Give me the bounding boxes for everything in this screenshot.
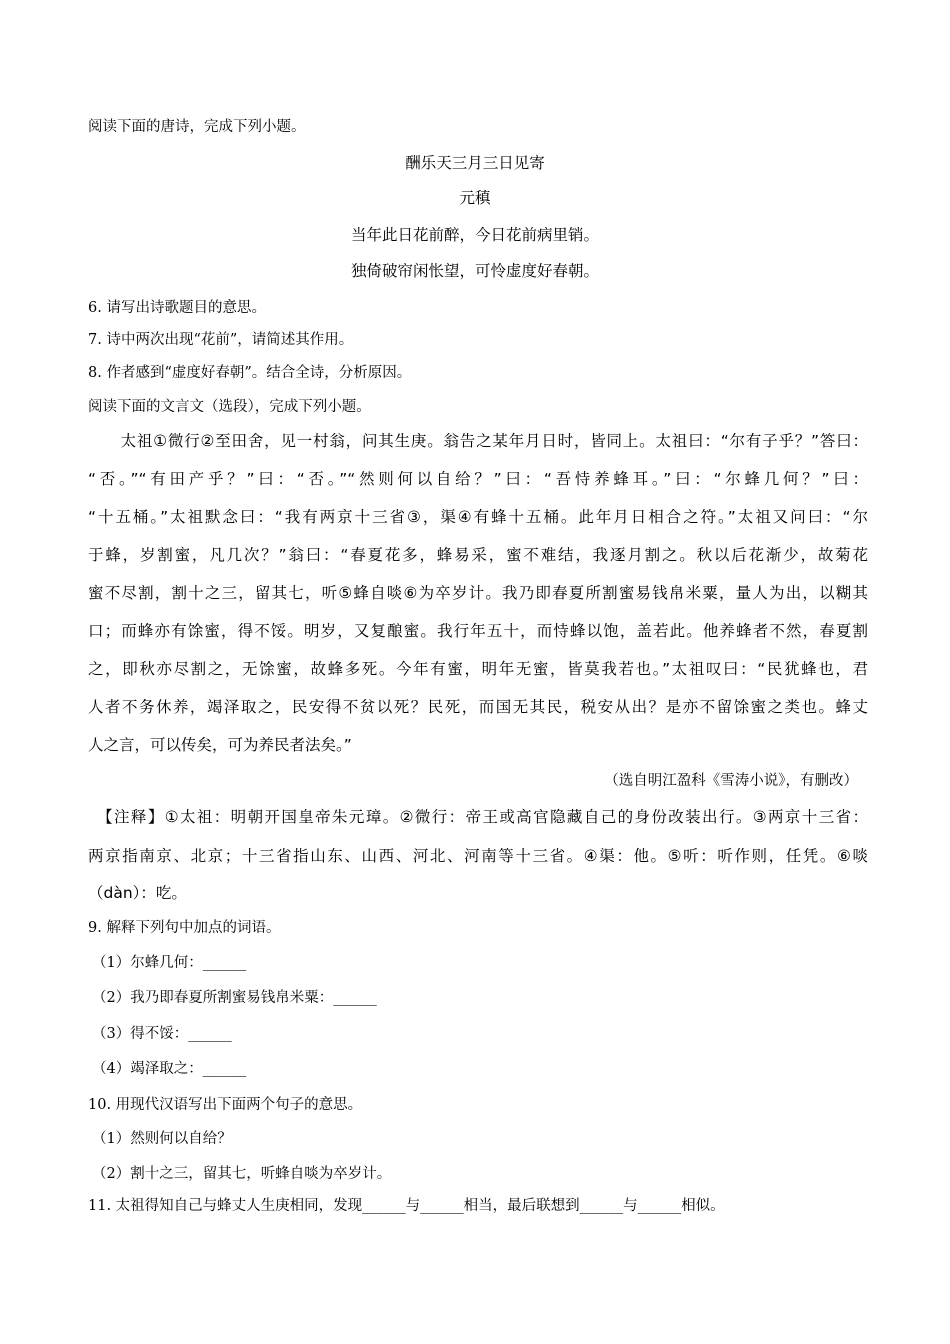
question-10: 10. 用现代汉语写出下面两个句子的意思。 (88, 1097, 363, 1113)
passage-line: 人之言，可以传矣，可为养民者法矣。” (88, 736, 352, 754)
poem-intro: 阅读下面的唐诗，完成下列小题。 (88, 119, 306, 135)
question-6: 6. 请写出诗歌题目的意思。 (88, 300, 266, 316)
poem-line-2: 独倚破帘闲怅望，可怜虚度好春朝。 (350, 262, 599, 280)
passage-line: 太祖①微行②至田舍，见一村翁，问其生庚。翁告之某年月日时，皆同上。太祖曰：“尔有子乎？”答曰： (88, 432, 868, 450)
question-9-item: （4）竭泽取之：______ (92, 1061, 247, 1077)
passage-line: 口；而蜂亦有馀蜜，得不馁。明岁，又复酿蜜。我行年五十，而恃蜂以饱，盖若此。他养蜂者不然，春夏割 (88, 622, 868, 640)
annotation-line: （dàn）：吃。 (88, 884, 187, 902)
passage-line: “否。”“有田产乎？”曰：“否。”“然则何以自给？”曰：“吾恃养蜂耳。”曰：“尔蜂几何？”曰： (88, 470, 868, 488)
passage-line: 于蜂，岁割蜜，凡几次？”翁曰：“春夏花多，蜂易采，蜜不难结，我逐月割之。秋以后花渐少，故菊花 (88, 546, 868, 564)
question-7: 7. 诗中两次出现“花前”，请简述其作用。 (88, 332, 354, 348)
poem-author: 元稹 (459, 189, 491, 207)
question-9: 9. 解释下列句中加点的词语。 (88, 920, 281, 936)
passage-line: 蜜不尽割，割十之三，留其七，听⑤蜂自啖⑥为卒岁计。我乃即春夏所割蜜易钱帛米粟，量人为出，以糊其 (88, 584, 868, 602)
poem-title: 酬乐天三月三日见寄 (405, 154, 545, 172)
question-9-item: （3）得不馁：______ (92, 1026, 232, 1042)
prose-intro: 阅读下面的文言文（选段），完成下列小题。 (88, 399, 371, 415)
passage-line: “十五桶。”太祖默念曰：“我有两京十三省③，渠④有蜂十五桶。此年月日相合之符。”太祖又问曰：“尔 (88, 508, 868, 526)
question-11: 11. 太祖得知自己与蜂丈人生庚相同，发现______与______相当，最后联想到______与______相似。 (88, 1198, 725, 1214)
passage-line: 之，即秋亦尽割之，无馀蜜，故蜂多死。今年有蜜，明年无蜜，皆莫我若也。”太祖叹曰：“民犹蜂也，君 (88, 660, 868, 678)
poem-line-1: 当年此日花前醉，今日花前病里销。 (350, 226, 599, 244)
annotation-line: 两京指南京、北京；十三省指山东、山西、河北、河南等十三省。④渠：他。⑤听：听作则，任凭。⑥啖 (88, 847, 868, 865)
annotation-line: 【注释】①太祖：明朝开国皇帝朱元璋。②微行：帝王或高官隐藏自己的身份改装出行。③两京十三省： (88, 808, 868, 826)
passage-line: 人者不务休养，竭泽取之，民安得不贫以死？民死，而国无其民，税安从出？是亦不留馀蜜之类也。蜂丈 (88, 698, 868, 716)
question-9-item: （2）我乃即春夏所割蜜易钱帛米粟：______ (92, 990, 377, 1006)
question-9-item: （1）尔蜂几何：______ (92, 955, 247, 971)
question-8: 8. 作者感到“虚度好春朝”。结合全诗，分析原因。 (88, 365, 412, 381)
source-citation: （选自明江盈科《雪涛小说》，有删改） (604, 773, 858, 789)
question-10-item: （2）割十之三，留其七，听蜂自啖为卒岁计。 (92, 1166, 392, 1182)
question-10-item: （1）然则何以自给？ (92, 1131, 232, 1147)
